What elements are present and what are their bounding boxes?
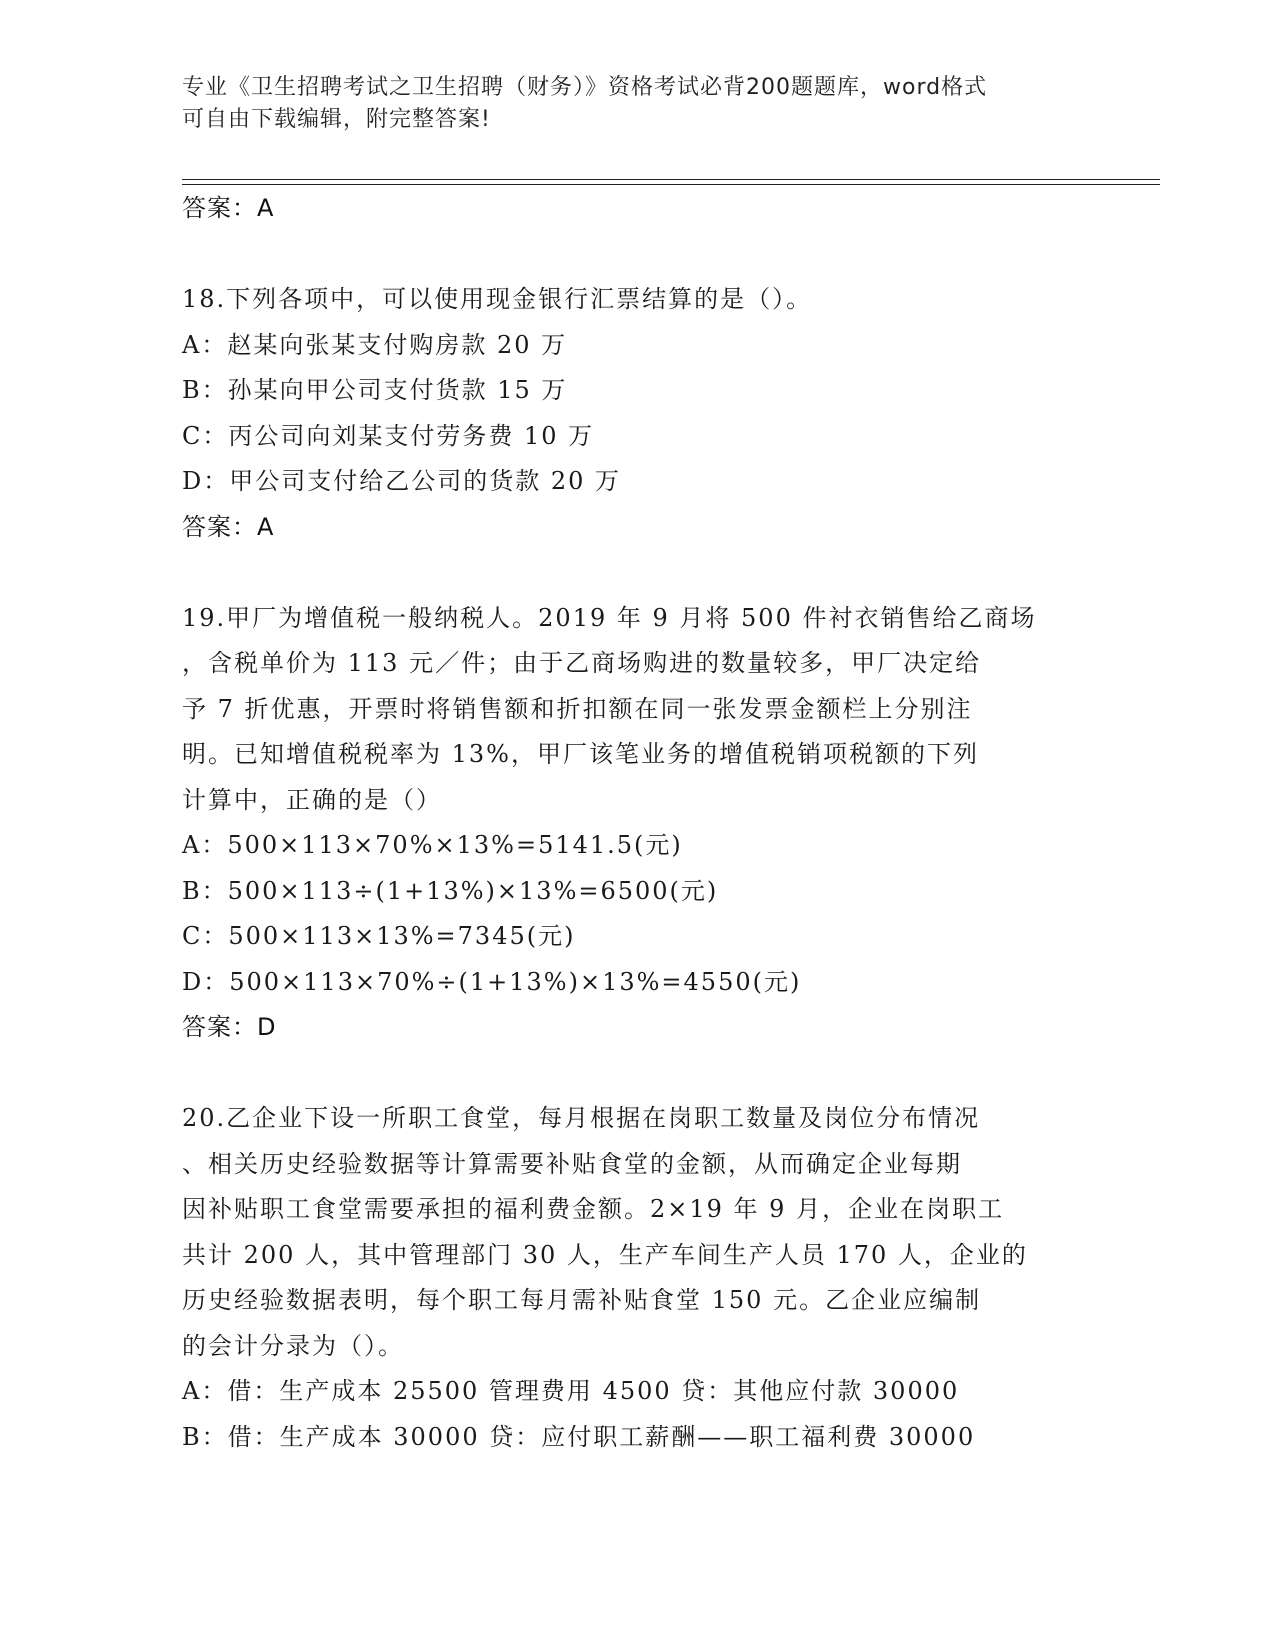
question-20 xyxy=(182,1096,1082,1460)
question-19 xyxy=(182,596,1082,1051)
header-divider-bottom xyxy=(182,184,1160,185)
question-19-answer: 答案：D xyxy=(182,1013,277,1041)
question-19-stem-line-4: 明。已知增值税税率为 13%，甲厂该笔业务的增值税销项税额的下列 xyxy=(182,740,979,768)
question-20-stem-line-1: 20.乙企业下设一所职工食堂，每月根据在岗职工数量及岗位分布情况 xyxy=(182,1104,981,1132)
question-20-stem-line-2: 、相关历史经验数据等计算需要补贴食堂的金额，从而确定企业每期 xyxy=(182,1149,962,1178)
question-20-stem-line-3: 因补贴职工食堂需要承担的福利费金额。2×19 年 9 月，企业在岗职工 xyxy=(182,1195,1005,1223)
question-18-answer: 答案：A xyxy=(182,512,275,541)
question-20-stem-line-6: 的会计分录为（）。 xyxy=(182,1331,404,1360)
document-body xyxy=(182,186,1082,1460)
question-20-stem-line-4: 共计 200 人，其中管理部门 30 人，生产车间生产人员 170 人，企业的 xyxy=(182,1240,1028,1269)
question-19-option-a: A：500×113×70%×13%=5141.5(元) xyxy=(182,831,683,859)
question-18 xyxy=(182,277,1082,550)
question-20-option-a: A：借：生产成本 25500 管理费用 4500 贷：其他应付款 30000 xyxy=(182,1377,960,1405)
question-20-stem-line-5: 历史经验数据表明，每个职工每月需补贴食堂 150 元。乙企业应编制 xyxy=(182,1286,982,1314)
question-19-stem-line-2: ，含税单价为 113 元／件；由于乙商场购进的数量较多，甲厂决定给 xyxy=(182,649,982,677)
previous-answer: 答案：A xyxy=(182,194,275,222)
document-header xyxy=(182,72,1042,136)
question-19-option-c: C：500×113×13%=7345(元) xyxy=(182,922,576,950)
question-19-stem-line-3: 予 7 折优惠，开票时将销售额和折扣额在同一张发票金额栏上分别注 xyxy=(182,694,973,723)
question-18-option-a: A：赵某向张某支付购房款 20 万 xyxy=(182,330,568,359)
question-19-option-b: B：500×113÷(1+13%)×13%=6500(元) xyxy=(182,876,719,905)
header-divider-top xyxy=(182,179,1160,180)
header-title-line-2: 可自由下载编辑，附完整答案! xyxy=(182,107,491,132)
spacer xyxy=(182,232,1082,278)
question-19-option-d: D：500×113×70%÷(1+13%)×13%=4550(元) xyxy=(182,967,802,996)
question-18-option-b: B：孙某向甲公司支付货款 15 万 xyxy=(182,376,568,404)
question-19-stem-line-1: 19.甲厂为增值税一般纳税人。2019 年 9 月将 500 件衬衣销售给乙商场 xyxy=(182,603,1037,632)
spacer xyxy=(182,1051,1082,1097)
question-18-option-c: C：丙公司向刘某支付劳务费 10 万 xyxy=(182,421,595,450)
spacer xyxy=(182,550,1082,596)
question-18-option-d: D：甲公司支付给乙公司的货款 20 万 xyxy=(182,467,622,495)
question-18-stem: 18.下列各项中，可以使用现金银行汇票结算的是（）。 xyxy=(182,285,813,313)
header-title-line-1: 专业《卫生招聘考试之卫生招聘（财务）》资格考试必背200题题库，word格式 xyxy=(182,75,988,100)
question-19-stem-line-5: 计算中，正确的是（） xyxy=(182,785,442,814)
question-20-option-b: B：借：生产成本 30000 贷：应付职工薪酬——职工福利费 30000 xyxy=(182,1422,976,1451)
